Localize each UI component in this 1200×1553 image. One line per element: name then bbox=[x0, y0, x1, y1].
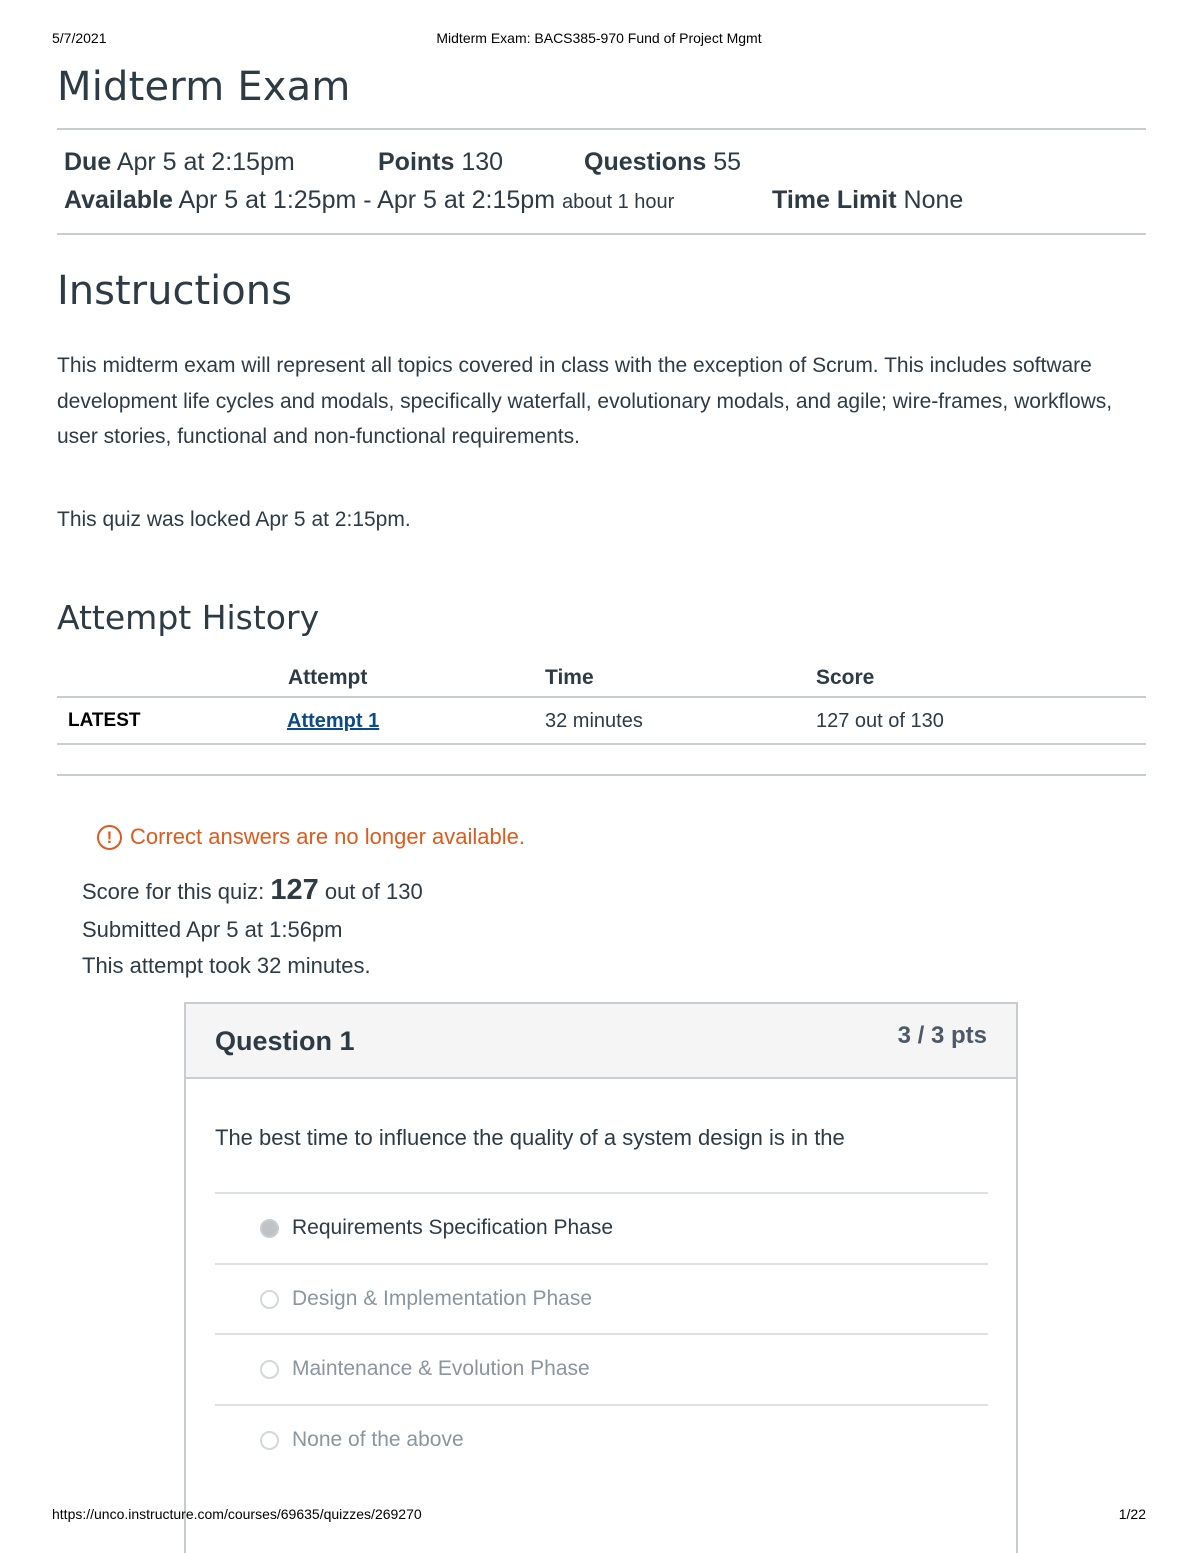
answer-divider bbox=[215, 1192, 988, 1194]
quiz-details-row-1 bbox=[64, 148, 295, 177]
question-title: Question 1 bbox=[215, 1026, 355, 1056]
lock-notice: This quiz was locked Apr 5 at 2:15pm. bbox=[57, 508, 411, 531]
radio-icon bbox=[260, 1431, 279, 1450]
quiz-details-row-2 bbox=[64, 186, 674, 215]
attempt-duration-text: This attempt took 32 minutes. bbox=[82, 953, 371, 978]
answer-option bbox=[260, 1216, 613, 1240]
time-limit-value: None bbox=[903, 186, 964, 214]
answer-label: Maintenance & Evolution Phase bbox=[292, 1357, 590, 1380]
question-header bbox=[186, 1004, 1016, 1079]
attempt-status: LATEST bbox=[68, 710, 141, 731]
divider bbox=[57, 774, 1146, 776]
attempt-history-table bbox=[57, 656, 1146, 745]
print-header bbox=[52, 30, 1146, 50]
answer-option bbox=[260, 1357, 590, 1381]
answer-divider bbox=[215, 1333, 988, 1335]
radio-icon bbox=[260, 1290, 279, 1309]
questions-detail bbox=[584, 148, 741, 177]
print-page-number: 1/22 bbox=[1118, 1506, 1146, 1522]
points-detail bbox=[378, 148, 503, 177]
radio-icon bbox=[260, 1219, 279, 1238]
attempt-history-heading: Attempt History bbox=[57, 598, 320, 637]
page-title: Midterm Exam bbox=[57, 64, 351, 110]
table-row bbox=[57, 698, 1146, 745]
correct-answers-alert bbox=[97, 824, 525, 850]
points-value: 130 bbox=[461, 148, 504, 176]
available-value: Apr 5 at 1:25pm - Apr 5 at 2:15pm bbox=[178, 186, 556, 214]
print-footer bbox=[52, 1506, 1146, 1526]
score-summary bbox=[82, 874, 423, 907]
available-label: Available bbox=[64, 186, 173, 214]
questions-value: 55 bbox=[713, 148, 742, 176]
column-header-score: Score bbox=[816, 666, 875, 689]
answer-divider bbox=[215, 1404, 988, 1406]
question-text: The best time to influence the quality of a system design is in the bbox=[215, 1125, 845, 1150]
answer-label: Requirements Specification Phase bbox=[292, 1216, 614, 1239]
available-duration: about 1 hour bbox=[562, 191, 675, 213]
answer-option bbox=[260, 1428, 464, 1452]
column-header-time: Time bbox=[545, 666, 594, 689]
answer-option bbox=[260, 1287, 592, 1311]
attempt-link[interactable]: Attempt 1 bbox=[287, 710, 380, 732]
instructions-body: This midterm exam will represent all topics covered in class with the exception of Scrum. This includes software development life cycles and modals, specifically waterfall, evolutionary modals, and agile; wire-frames, workflows, user stories, functional and non-functional requirements. bbox=[57, 354, 1113, 448]
submitted-text: Submitted Apr 5 at 1:56pm bbox=[82, 917, 343, 942]
instructions-heading: Instructions bbox=[57, 268, 292, 314]
question-card bbox=[184, 1002, 1018, 1553]
table-header-row bbox=[57, 656, 1146, 698]
attempt-score: 127 out of 130 bbox=[816, 710, 944, 732]
questions-label: Questions bbox=[584, 148, 707, 176]
points-label: Points bbox=[378, 148, 455, 176]
radio-icon bbox=[260, 1360, 279, 1379]
warning-circle-icon: ! bbox=[97, 825, 122, 850]
attempt-time: 32 minutes bbox=[545, 710, 643, 732]
time-limit-label: Time Limit bbox=[772, 186, 897, 214]
score-value: 127 bbox=[270, 874, 319, 906]
divider bbox=[57, 233, 1146, 235]
score-suffix: out of 130 bbox=[324, 879, 423, 904]
question-points: 3 / 3 pts bbox=[897, 1022, 987, 1049]
print-doc-title: Midterm Exam: BACS385-970 Fund of Project Mgmt bbox=[436, 30, 762, 46]
print-url: https://unco.instructure.com/courses/69635/quizzes/269270 bbox=[52, 1506, 422, 1522]
divider bbox=[57, 128, 1146, 130]
alert-text: Correct answers are no longer available. bbox=[130, 824, 525, 849]
answer-divider bbox=[215, 1263, 988, 1265]
due-value: Apr 5 at 2:15pm bbox=[116, 148, 295, 176]
score-prefix: Score for this quiz: bbox=[82, 879, 265, 904]
time-limit-detail bbox=[772, 186, 963, 215]
answer-label: None of the above bbox=[292, 1428, 464, 1451]
answer-label: Design & Implementation Phase bbox=[292, 1287, 592, 1310]
due-label: Due bbox=[64, 148, 112, 176]
print-date: 5/7/2021 bbox=[52, 30, 107, 46]
column-header-attempt: Attempt bbox=[288, 666, 368, 689]
